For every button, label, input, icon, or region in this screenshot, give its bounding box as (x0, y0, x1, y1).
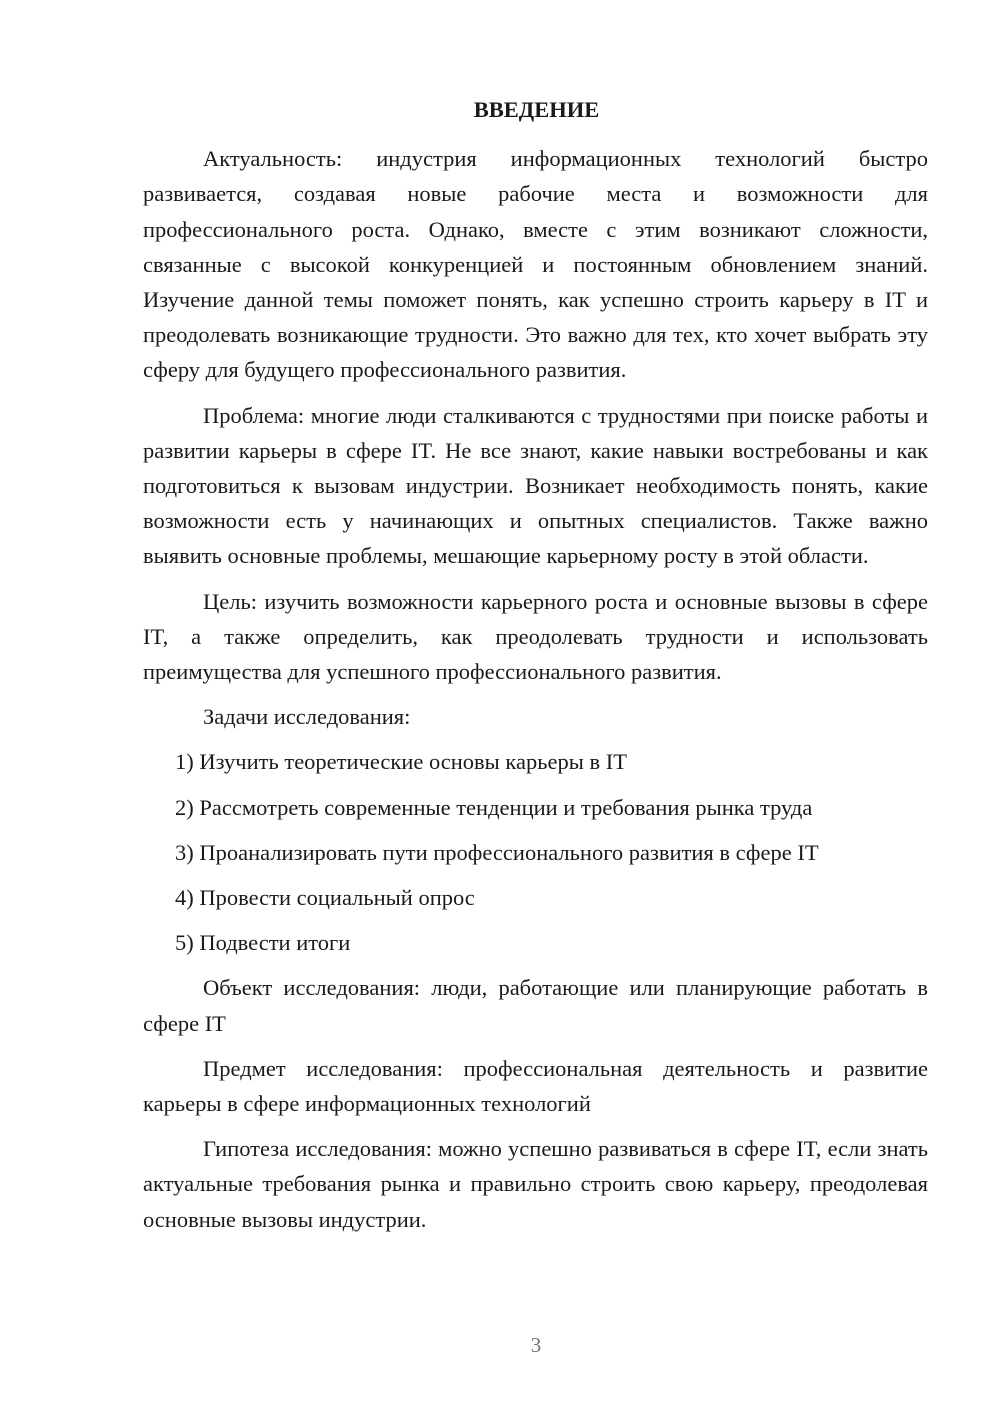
tasks-heading: Задачи исследования: (203, 704, 411, 730)
task-item-1: 1) Изучить теоретические основы карьеры в IT (175, 749, 627, 775)
page-number: 3 (530, 1333, 542, 1357)
section-title: ВВЕДЕНИЕ (473, 97, 600, 122)
task-item-2: 2) Рассмотреть современные тенденции и требования рынка труда (175, 794, 813, 820)
paragraph-goal: Цель: изучить возможности карьерного роста и основные вызовы в сфере IT, а также определить, как преодолевать трудности и использовать преимущества для успешного профессионального развития. (143, 588, 928, 685)
task-item-3: 3) Проанализировать пути профессионального развития в сфере IT (175, 839, 819, 865)
task-item-5: 5) Подвести итоги (175, 930, 351, 956)
paragraph-relevance: Актуальность: индустрия информационных технологий быстро развивается, создавая новые рабочие места и возможности для профессионального роста. Однако, вместе с этим возникают сложности, связанные с высокой конкуренцией и постоянным обновлением знаний. Изучение данной темы поможет понять, как успешно строить карьеру в IT и преодолевать возникающие трудности. Это важно для тех, кто хочет выбрать эту сферу для будущего профессионального развития. (143, 146, 928, 383)
paragraph-problem: Проблема: многие люди сталкиваются с трудностями при поиске работы и развитии карьеры в сфере IT. Не все знают, какие навыки востребованы и как подготовиться к вызовам индустрии. Возникает необходимость понять, какие возможности есть у начинающих и опытных специалистов. Также важно выявить основные проблемы, мешающие карьерному росту в этой области. (143, 402, 928, 569)
task-item-4: 4) Провести социальный опрос (175, 885, 475, 911)
paragraph-object: Объект исследования: люди, работающие или планирующие работать в сфере IT (143, 975, 928, 1036)
paragraph-subject: Предмет исследования: профессиональная деятельность и развитие карьеры в сфере информационных технологий (143, 1055, 928, 1117)
paragraph-hypothesis: Гипотеза исследования: можно успешно развиваться в сфере IT, если знать актуальные требования рынка и правильно строить свою карьеру, преодолевая основные вызовы индустрии. (143, 1136, 928, 1232)
tasks-list (143, 744, 928, 960)
document-body (143, 92, 928, 1247)
